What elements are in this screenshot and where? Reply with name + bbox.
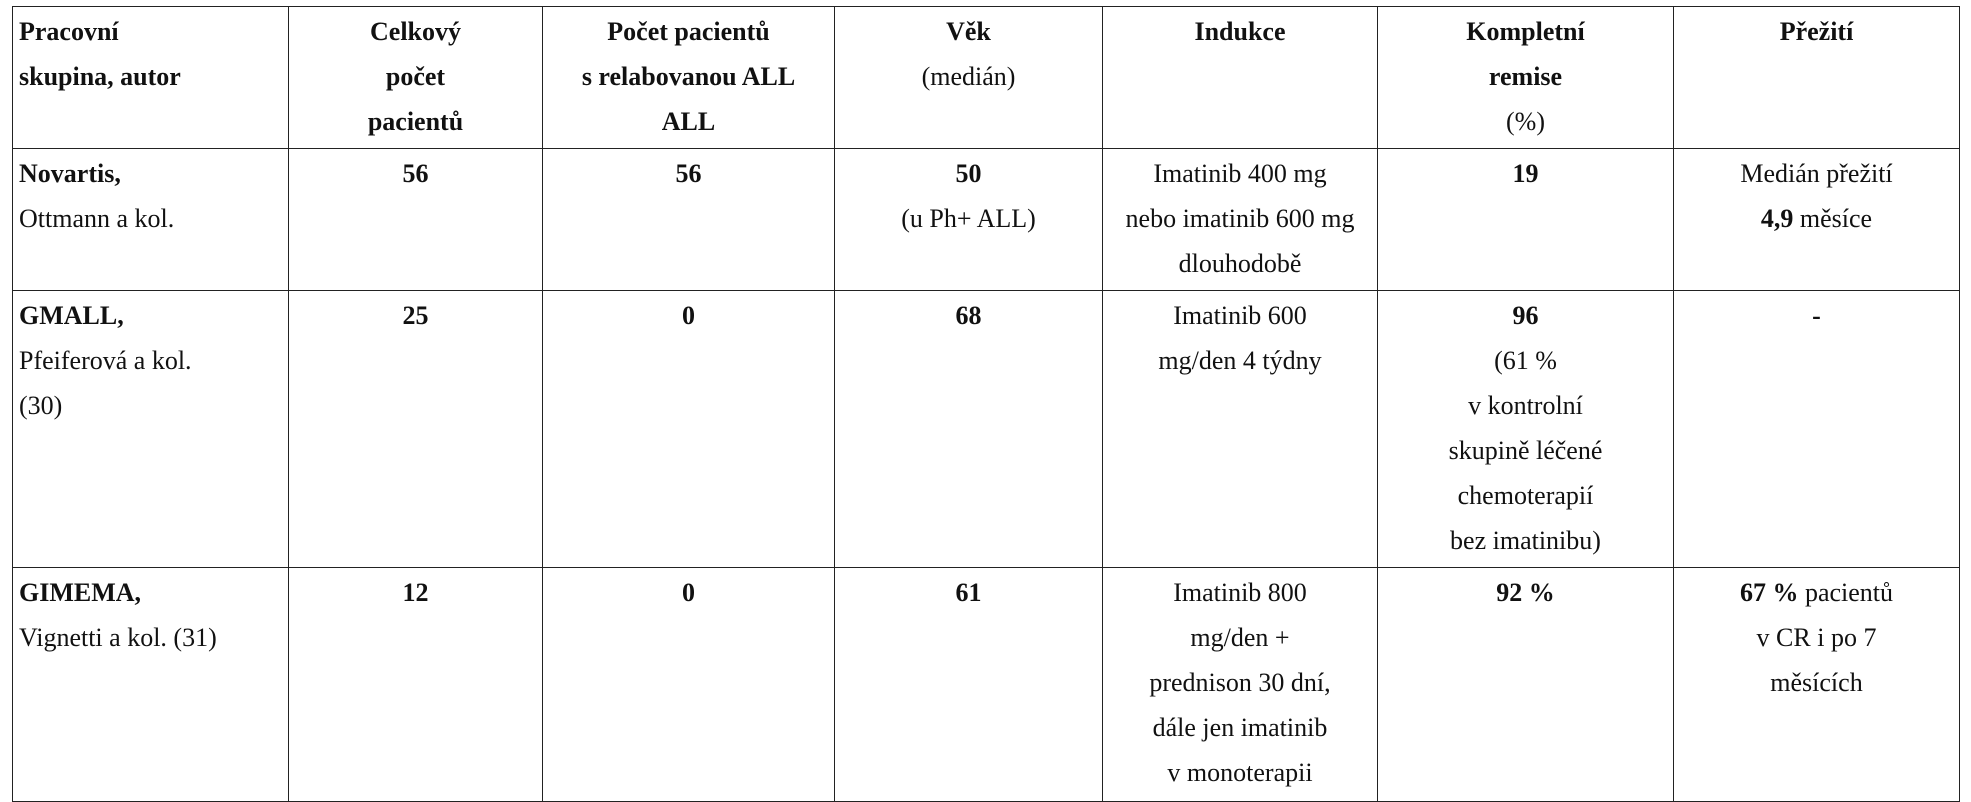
induction-cell: Imatinib 400 mg nebo imatinib 600 mg dlouhodobě [1103, 149, 1378, 291]
header-row [13, 7, 1960, 149]
induction-cell: Imatinib 800 mg/den + prednison 30 dní, dále jen imatinib v monoterapii [1103, 568, 1378, 802]
results-table [12, 6, 1960, 802]
induction-cell: Imatinib 600 mg/den 4 týdny [1103, 291, 1378, 568]
remission-cell: 19 [1378, 149, 1674, 291]
age-cell: 50 (u Ph+ ALL) [835, 149, 1103, 291]
group-cell: Novartis, Ottmann a kol. [13, 149, 289, 291]
remission-cell: 96 (61 % v kontrolní skupině léčené chemoterapií bez imatinibu) [1378, 291, 1674, 568]
header-induction: Indukce [1103, 7, 1378, 149]
header-group: Pracovní skupina, autor [13, 7, 289, 149]
header-relapsed: Počet pacientů s relabovanou ALL ALL [543, 7, 835, 149]
header-remission: Kompletní remise (%) [1378, 7, 1674, 149]
total-cell: 12 [289, 568, 543, 802]
table-row [13, 568, 1960, 802]
group-cell: GMALL, Pfeiferová a kol. (30) [13, 291, 289, 568]
relapsed-cell: 56 [543, 149, 835, 291]
header-total: Celkový počet pacientů [289, 7, 543, 149]
table-row [13, 291, 1960, 568]
total-cell: 25 [289, 291, 543, 568]
relapsed-cell: 0 [543, 291, 835, 568]
relapsed-cell: 0 [543, 568, 835, 802]
survival-cell: 67 % pacientů v CR i po 7 měsících [1674, 568, 1960, 802]
survival-cell: Medián přežití 4,9 měsíce [1674, 149, 1960, 291]
remission-cell: 92 % [1378, 568, 1674, 802]
header-age: Věk (medián) [835, 7, 1103, 149]
age-cell: 61 [835, 568, 1103, 802]
group-cell: GIMEMA, Vignetti a kol. (31) [13, 568, 289, 802]
table-row [13, 149, 1960, 291]
age-cell: 68 [835, 291, 1103, 568]
survival-cell: - [1674, 291, 1960, 568]
total-cell: 56 [289, 149, 543, 291]
header-survival: Přežití [1674, 7, 1960, 149]
